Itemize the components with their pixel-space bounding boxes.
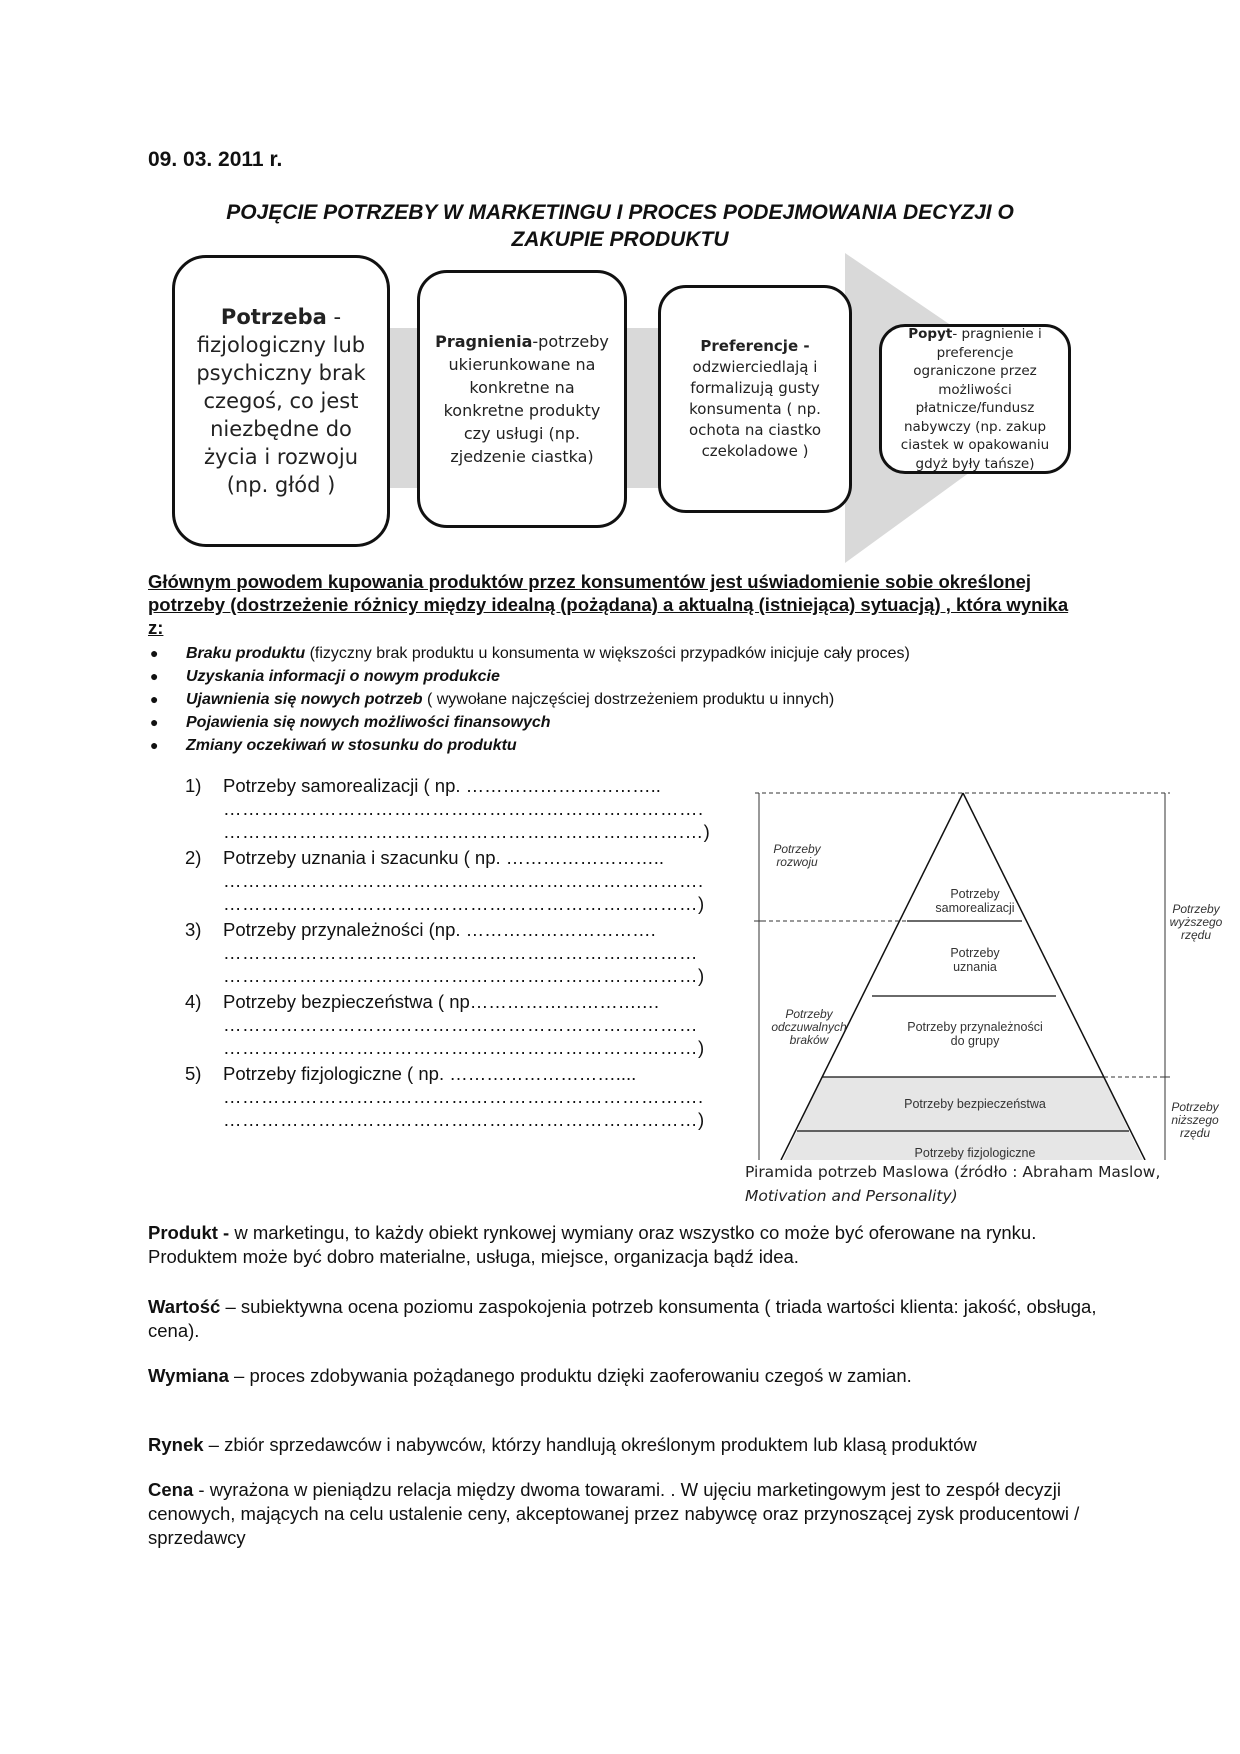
def-text: – zbiór sprzedawców i nabywców, którzy handlują określonym produktem lub klasą produktów [203,1434,977,1455]
need-number: 3) [185,919,202,940]
list-item [148,665,1108,688]
side-label-right [1170,902,1223,942]
side-label-line: rzędu [1179,1126,1211,1140]
reason-bold: Braku produktu [186,645,306,662]
need-fill-line: ………………………………………………………………… [223,942,698,963]
bullet-icon: ● [150,691,159,707]
flow-desc: -potrzeby ukierunkowane na konkretne na konkretne produkty czy usługi (np. zjedzenie ciastka) [443,332,609,466]
side-label-line: odczuwalnych [771,1020,847,1034]
side-label-line: Potrzeby [773,842,821,856]
flow-box-text [673,336,837,462]
definition-produkt [148,1221,1098,1269]
def-text: – proces zdobywania pożądanego produktu dzięki zaoferowaniu czegoś w zamian. [228,1365,912,1386]
needs-list [185,775,725,1135]
side-label-line: niższego [1171,1113,1219,1127]
caption-line-1: Piramida potrzeb Maslowa (źródło : Abraham Maslow, [745,1163,1161,1181]
list-item [148,734,1108,757]
flow-desc: odzwierciedlają i formalizują gusty konsumenta ( np. ochota na ciastko czekoladowe ) [688,358,822,460]
pyramid-caption [745,1160,1185,1208]
side-label-line: braków [789,1033,829,1047]
flow-box-preferencje [658,285,852,513]
need-text: Potrzeby samorealizacji ( np. ………………………….. [223,775,661,796]
reason-bold: Ujawnienia się nowych potrzeb [186,691,423,708]
document-date: 09. 03. 2011 r. [148,148,283,171]
bullet-icon: ● [150,714,159,730]
flow-box-text [432,330,612,468]
flow-term: Pragnienia [435,332,533,351]
definition-rynek [148,1433,1098,1457]
need-item [185,847,725,919]
bullet-icon: ● [150,737,159,753]
flow-term: Potrzeba [220,305,327,329]
def-text: w marketingu, to każdy obiekt rynkowej wymiany oraz wszystko co może być oferowane na rynku. Produktem może być dobro materialne, usługa, miejsce, organizacja bądź idea. [148,1222,1037,1267]
level-label [907,1020,1042,1048]
def-text: – subiektywna ocena poziomu zaspokojenia potrzeb konsumenta ( triada wartości klienta: jakość, obsługa, cena). [148,1296,1097,1341]
reason-bold: Zmiany oczekiwań w stosunku do produktu [186,737,517,754]
intro-paragraph: Głównym powodem kupowania produktów przez konsumentów jest uświadomienie sobie określonej potrzeby (dostrzeżenie różnicy między idealną (pożądana) a aktualną (istniejąca) sytuacją) , która wynika z: [148,571,1069,638]
def-text: - wyrażona w pieniądzu relacja między dwoma towarami. . W ujęciu marketingowym jest to zespół decyzji cenowych, mających na celu ustalenie ceny, akceptowanej przez nabywcę oraz przynoszącej zysk producentowi / sprzedawcy [148,1479,1080,1548]
need-fill-line: …………………………………………………………………) [223,893,705,914]
bullet-icon: ● [150,645,159,661]
flow-box-text [894,325,1056,473]
need-item [185,919,725,991]
side-label-line: rzędu [1180,928,1212,942]
level-label-line: do grupy [950,1034,1000,1048]
need-text: Potrzeby fizjologiczne ( np. ……………………….... [223,1063,637,1084]
level-label-line: uznania [953,960,997,974]
reasons-list [148,642,1108,757]
side-label-line: wyższego [1169,915,1223,929]
side-label-left [773,842,821,869]
need-text: Potrzeby przynależności (np. …………………………. [223,919,656,940]
document-title [170,199,1070,253]
need-fill-line: …………………………………………………………………. [223,1086,704,1107]
def-term: Wartość [148,1296,221,1317]
side-label-line: Potrzeby [1172,902,1220,916]
title-line-2: ZAKUPIE PRODUKTU [511,228,729,251]
flow-term: Popyt [908,326,953,342]
need-item [185,991,725,1063]
list-item [148,688,1108,711]
caption-italic: Motivation and Personality) [745,1187,958,1205]
definition-wymiana [148,1364,1098,1388]
flow-desc: - pragnienie i preferencje ograniczone przez możliwości płatnicze/fundusz nabywczy (np. zakup ciastek w opakowaniu gdyż były tańsze) [900,326,1050,472]
level-label: Potrzeby fizjologiczne [914,1146,1036,1160]
flow-box-pragnienia [417,270,627,528]
need-fill-line: ……………………………………………………………….…) [223,821,711,842]
need-fill-line: …………………………………………………………………. [223,798,704,819]
level-label [950,946,1000,974]
level-label-line: Potrzeby przynależności [907,1020,1043,1034]
reason-rest: (fizyczny brak produktu u konsumenta w większości przypadków inicjuje cały proces) [305,645,910,662]
need-text: Potrzeby uznania i szacunku ( np. …………………….. [223,847,665,868]
reason-bold: Uzyskania informacji o nowym produkcie [186,668,500,685]
side-label-right [1171,1100,1219,1140]
level-label: Potrzeby bezpieczeństwa [904,1097,1046,1111]
need-fill-line: …………………………………………………………………) [223,1037,705,1058]
need-fill-line: …………………………………………………………………) [223,965,705,986]
def-term: Cena [148,1479,194,1500]
reason-bold: Pojawienia się nowych możliwości finansowych [186,714,551,731]
maslow-pyramid [745,785,1235,1160]
level-label-line: samorealizacji [935,901,1015,915]
reason-rest: ( wywołane najczęściej dostrzeżeniem produktu u innych) [422,691,835,708]
flow-term: Preferencje - [700,337,810,355]
def-term: Produkt - [148,1222,235,1243]
flow-desc: - fizjologiczny lub psychiczny brak czegoś, co jest niezbędne do życia i rozwoju (np. głód ) [196,305,366,497]
list-item [148,711,1108,734]
def-term: Rynek [148,1434,204,1455]
bullet-icon: ● [150,668,159,684]
list-item [148,642,1108,665]
need-item [185,775,725,847]
side-label-left [771,1007,847,1047]
need-item [185,1063,725,1135]
need-fill-line: …………………………………………………………………. [223,870,704,891]
definition-cena [148,1478,1098,1550]
level-label-line: Potrzeby [950,946,1000,960]
side-label-line: Potrzeby [1171,1100,1219,1114]
title-line-1: POJĘCIE POTRZEBY W MARKETINGU I PROCES PODEJMOWANIA DECYZJI O [226,201,1014,224]
need-number: 2) [185,847,202,868]
flow-box-popyt [879,324,1071,474]
level-label [935,887,1014,915]
need-text: Potrzeby bezpieczeństwa ( np……………………….… [223,991,660,1012]
need-number: 4) [185,991,202,1012]
def-term: Wymiana [148,1365,229,1386]
need-number: 1) [185,775,202,796]
side-label-line: Potrzeby [785,1007,833,1021]
side-label-line: rozwoju [776,855,818,869]
need-fill-line: ………………………………………………………………… [223,1014,698,1035]
flow-box-potrzeba [172,255,390,547]
caption-line-2 [745,1184,1185,1208]
level-label-line: Potrzeby [950,887,1000,901]
definition-wartosc [148,1295,1098,1343]
decision-process-diagram [150,248,1090,573]
need-number: 5) [185,1063,202,1084]
flow-box-text [189,303,373,499]
need-fill-line: …………………………………………………………………) [223,1109,705,1130]
